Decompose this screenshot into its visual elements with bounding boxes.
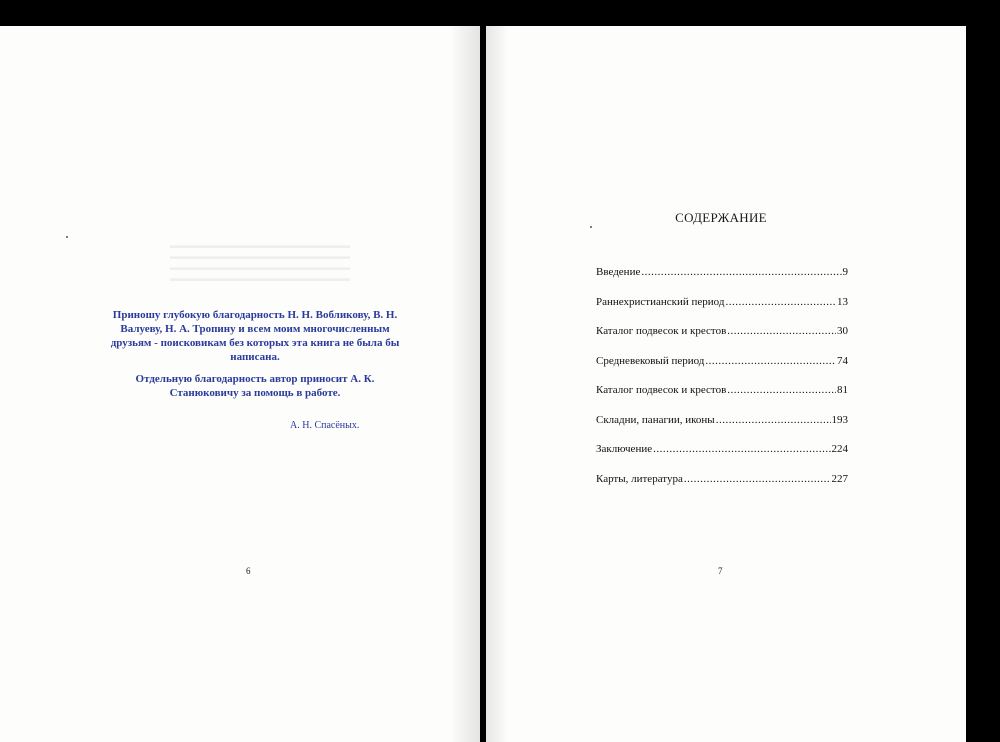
toc-entry-title: Складни, панагии, иконы [596, 413, 715, 426]
toc-leader-dots [684, 473, 831, 485]
acknowledgement-block [110, 308, 400, 400]
acknowledgement-paragraph: Отдельную благодарность автор приносит А. К. Станюковичу за помощь в работе. [135, 373, 375, 399]
bleed-through-texture: ▬▬▬▬▬▬▬▬▬▬▬▬▬▬▬▬▬▬▬▬ ▬▬▬▬▬▬▬▬▬▬▬▬▬▬▬▬▬▬▬▬ ▬▬▬▬▬▬▬▬▬▬▬▬▬▬▬▬▬▬▬▬ ▬▬▬▬▬▬▬▬▬▬▬▬▬▬▬▬▬▬▬▬ [170, 240, 350, 283]
toc-entry [596, 414, 848, 444]
toc-leader-dots [705, 355, 836, 367]
toc-entry-title: Раннехристианский период [596, 295, 725, 308]
toc-entry [596, 384, 848, 414]
toc-leader-dots [653, 443, 830, 455]
toc-leader-dots [716, 414, 831, 426]
toc-title: СОДЕРЖАНИЕ [675, 210, 767, 225]
toc-entry [596, 296, 848, 326]
toc-entry-title: Карты, литература [596, 472, 683, 485]
toc-entry-page: 193 [831, 413, 848, 426]
toc-entry [596, 443, 848, 473]
toc-entry-title: Каталог подвесок и крестов [596, 384, 727, 396]
page-number: 6 [246, 566, 251, 576]
page-number: 7 [718, 566, 723, 576]
toc-entry-title: Заключение [596, 443, 653, 455]
right-page [486, 26, 966, 742]
toc-leader-dots [725, 296, 836, 308]
toc-entry [596, 355, 848, 385]
left-page [0, 26, 480, 742]
acknowledgement-paragraph: Приношу глубокую благодарность Н. Н. Вобликову, В. Н. Валуеву, Н. А. Тропину и всем моим многочисленным друзьям - поисковикам без которых эта книга не была бы написана. [110, 309, 400, 363]
toc-entry-page: 227 [831, 472, 848, 485]
toc-entry-page: 30 [837, 325, 848, 337]
toc-leader-dots [641, 266, 841, 278]
toc-entry-title: Введение [596, 266, 641, 278]
toc-entry [596, 325, 848, 355]
toc-entry-page: 13 [837, 295, 848, 308]
toc-leader-dots [727, 325, 836, 337]
toc-entry-page: 74 [837, 354, 848, 367]
toc-entry-page: 224 [831, 443, 848, 455]
toc-entry [596, 266, 848, 296]
toc-entry-page: 9 [842, 266, 848, 278]
scan-speck [66, 236, 68, 238]
toc-leader-dots [727, 384, 836, 396]
toc-entry-title: Средневековый период [596, 354, 705, 367]
toc-entry [596, 473, 848, 503]
toc-entry-page: 81 [837, 384, 848, 396]
table-of-contents [596, 266, 848, 502]
author-signature: А. Н. Спасёных. [290, 420, 360, 431]
toc-entry-title: Каталог подвесок и крестов [596, 325, 727, 337]
scan-speck [590, 226, 592, 228]
